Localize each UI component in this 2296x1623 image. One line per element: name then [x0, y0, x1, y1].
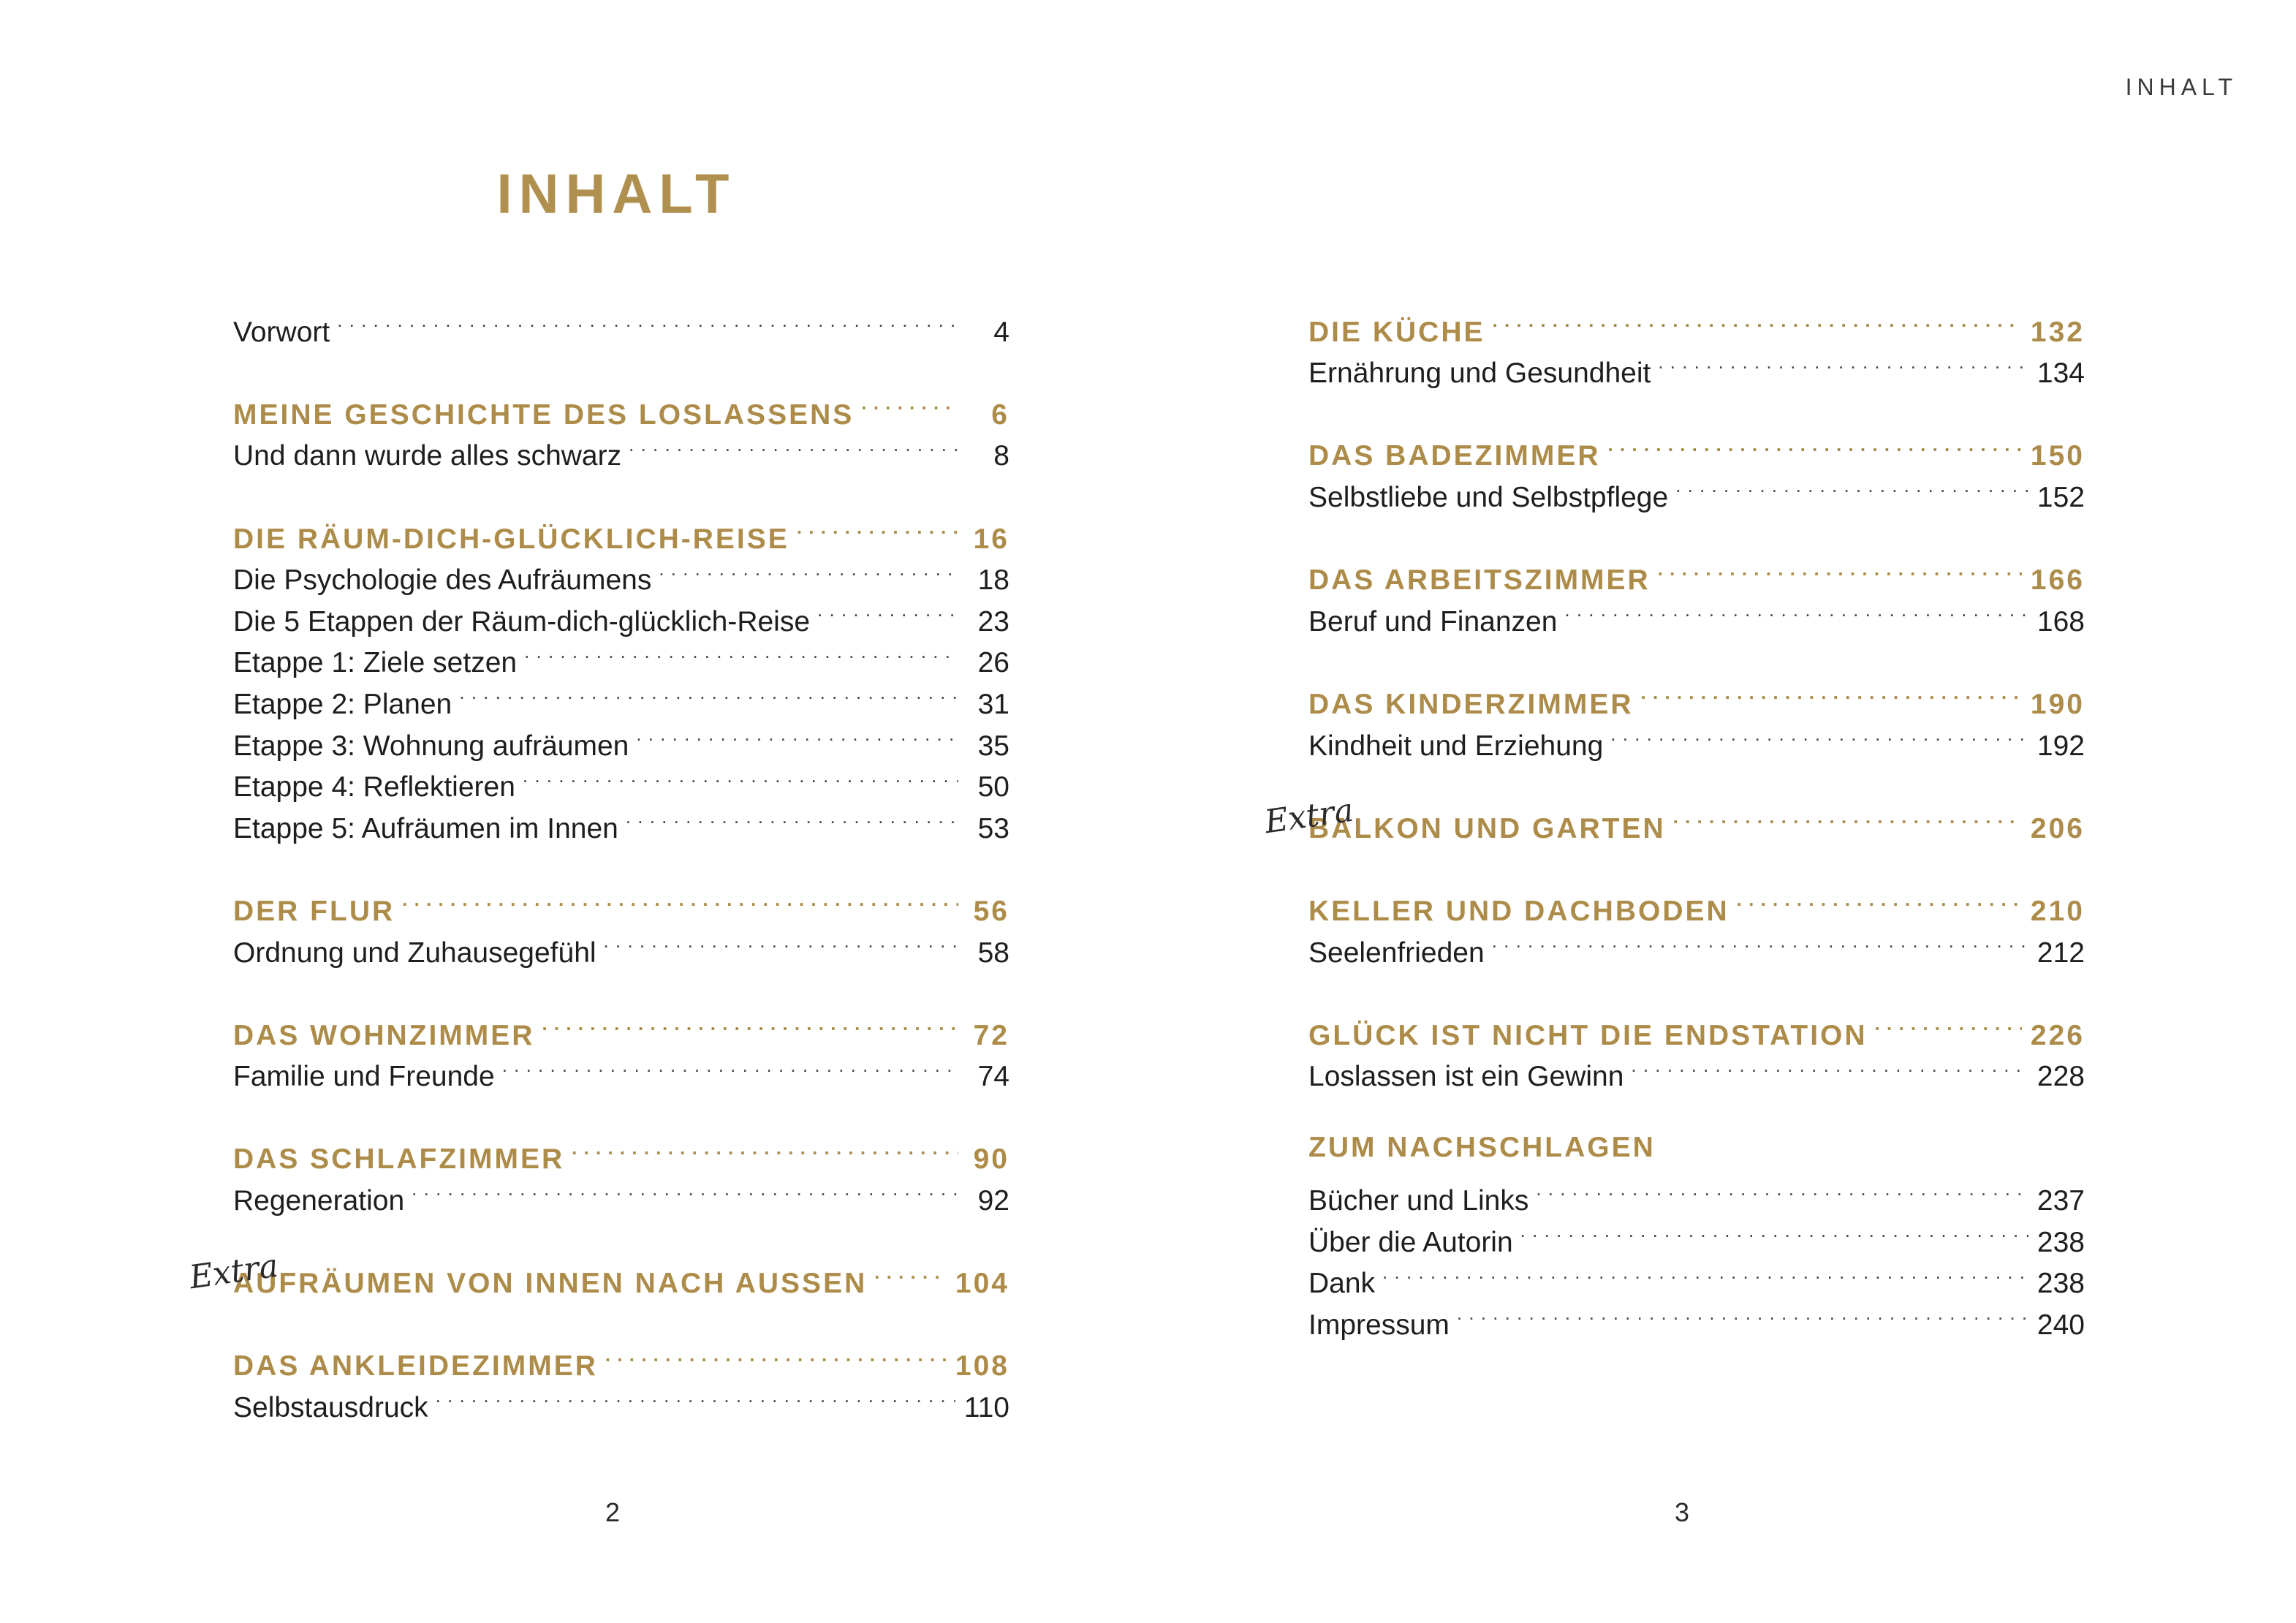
toc-entry-label: Familie und Freunde [233, 1061, 495, 1093]
dot-leader [636, 714, 958, 755]
extra-tag: Extra [186, 1246, 281, 1296]
toc-entry-label: Impressum [1308, 1309, 1450, 1341]
dot-leader [604, 920, 958, 962]
dot-leader [1658, 341, 2028, 383]
toc-entry-label: DIE RÄUM-DICH-GLÜCKLICH-REISE [233, 523, 789, 555]
toc-item-entry[interactable] [1308, 1293, 2085, 1341]
toc-entry-label: KELLER UND DACHBODEN [1308, 895, 1729, 927]
toc-entry-label: DIE KÜCHE [1308, 316, 1485, 348]
toc-entry-label: Über die Autorin [1308, 1226, 1513, 1258]
toc-entry-page: 192 [2037, 730, 2085, 762]
toc-entry-page: 206 [2030, 812, 2085, 844]
dot-leader [1564, 589, 2028, 631]
toc-entry-label: DER FLUR [233, 895, 395, 927]
dot-leader [797, 507, 958, 548]
dot-leader [1631, 1045, 2028, 1086]
toc-entry-label: Etappe 3: Wohnung aufräumen [233, 730, 629, 762]
toc-entry-page: 4 [993, 316, 1009, 348]
dot-leader [1608, 424, 2022, 466]
toc-entry-label: Seelenfrieden [1308, 937, 1485, 969]
toc-entry-label: Ernährung und Gesundheit [1308, 357, 1651, 390]
toc-item-entry[interactable] [233, 300, 1009, 348]
toc-entry-page: 31 [977, 688, 1009, 720]
folio-left: 2 [605, 1497, 621, 1527]
toc-entry-label: AUFRÄUMEN VON INNEN NACH AUSSEN [233, 1268, 868, 1300]
dot-leader [1536, 1168, 2028, 1210]
toc-entry-label: Bücher und Links [1308, 1185, 1529, 1217]
toc-entry-page: 228 [2037, 1061, 2085, 1093]
toc-entry-page: 150 [2030, 440, 2085, 472]
dot-leader [629, 424, 958, 466]
toc-entry-page: 210 [2030, 895, 2085, 927]
toc-entry-label: DAS ANKLEIDEZIMMER [233, 1350, 598, 1382]
toc-entry-page: 212 [2037, 937, 2085, 969]
toc-item-entry[interactable] [1308, 1168, 2085, 1217]
dot-leader [659, 548, 958, 590]
toc-chapter-entry[interactable] [1308, 672, 2085, 720]
toc-entry-page: 23 [977, 605, 1009, 638]
toc-entry-label: MEINE GESCHICHTE DES LOSLASSENS [233, 398, 855, 431]
toc-entry-label: Etappe 2: Planen [233, 688, 452, 720]
toc-entry-label: Selbstausdruck [233, 1392, 428, 1424]
dot-leader [402, 879, 958, 920]
toc-entry-page: 134 [2037, 357, 2085, 390]
toc-entry-label: DAS BADEZIMMER [1308, 440, 1601, 472]
toc-entry-page: 50 [977, 771, 1009, 803]
folio-right: 3 [1675, 1497, 1690, 1527]
toc-entry-label: Die Psychologie des Aufräumens [233, 564, 652, 597]
dot-leader [1520, 1210, 2028, 1252]
toc-chapter-entry[interactable] [1308, 424, 2085, 472]
dot-leader [1610, 714, 2028, 755]
dot-leader [1641, 672, 2022, 714]
toc-entry-page: 190 [2030, 688, 2085, 720]
toc-entry-label: Kindheit und Erziehung [1308, 730, 1604, 762]
dot-leader [605, 1334, 947, 1376]
toc-entry-label: Loslassen ist ein Gewinn [1308, 1061, 1624, 1093]
toc-entry-label: Etappe 1: Ziele setzen [233, 647, 518, 679]
toc-entry-page: 108 [955, 1350, 1009, 1382]
toc-entry-label: Und dann wurde alles schwarz [233, 440, 622, 472]
toc-entry-label: DAS WOHNZIMMER [233, 1019, 535, 1051]
dot-leader [1493, 300, 2022, 341]
toc-chapter-entry[interactable] [1308, 1003, 2085, 1051]
toc-entry-page: 104 [955, 1268, 1009, 1300]
dot-leader [459, 672, 958, 714]
toc-chapter-entry[interactable] [233, 879, 1009, 927]
toc-entry-label: Ordnung und Zuhausegefühl [233, 937, 596, 969]
dot-leader [1875, 1003, 2022, 1045]
dot-leader [817, 589, 958, 631]
toc-entry-page: 92 [977, 1185, 1009, 1217]
toc-entry-page: 132 [2030, 316, 2085, 348]
toc-item-entry[interactable] [1308, 1252, 2085, 1300]
dot-leader [436, 1375, 955, 1417]
dot-leader [502, 1045, 958, 1086]
toc-entry-label: Die 5 Etappen der Räum-dich-glücklich-Reise [233, 605, 811, 638]
toc-chapter-entry[interactable] [1308, 1127, 2085, 1169]
toc-chapter-entry[interactable] [186, 1246, 1009, 1300]
toc-chapter-entry[interactable] [233, 1334, 1009, 1382]
toc-chapter-entry[interactable] [1308, 548, 2085, 597]
toc-chapter-entry[interactable] [233, 1127, 1009, 1176]
toc-entry-page: 74 [977, 1061, 1009, 1093]
toc-chapter-entry[interactable] [233, 382, 1009, 431]
toc-right [1262, 300, 2085, 1341]
dot-leader [1492, 920, 2028, 962]
toc-entry-page: 18 [977, 564, 1009, 597]
running-head: INHALT [2125, 74, 2238, 100]
toc-entry-page: 58 [977, 937, 1009, 969]
toc-entry-page: 35 [977, 730, 1009, 762]
toc-chapter-entry[interactable] [1262, 791, 2085, 844]
toc-entry-label: Vorwort [233, 316, 330, 348]
toc-entry-page: 226 [2030, 1019, 2085, 1051]
toc-entry-label: DAS SCHLAFZIMMER [233, 1143, 565, 1176]
dot-leader [874, 1252, 947, 1293]
toc-entry-label: Selbstliebe und Selbstpflege [1308, 481, 1669, 513]
dot-leader [861, 382, 958, 424]
toc-entry-page: 6 [991, 398, 1009, 431]
dot-leader [1382, 1252, 2028, 1293]
dot-leader [524, 631, 958, 673]
toc-entry-label: GLÜCK IST NICHT DIE ENDSTATION [1308, 1019, 1868, 1051]
toc-entry-page: 72 [973, 1019, 1009, 1051]
dot-leader [542, 1003, 958, 1045]
toc-entry-label: DAS KINDERZIMMER [1308, 688, 1634, 720]
toc-entry-label: Regeneration [233, 1185, 405, 1217]
toc-chapter-entry[interactable] [1308, 300, 2085, 348]
toc-entry-page: 168 [2037, 605, 2085, 638]
dot-leader [1457, 1293, 2028, 1334]
toc-entry-page: 26 [977, 647, 1009, 679]
toc-chapter-entry[interactable] [1308, 879, 2085, 927]
dot-leader [412, 1168, 958, 1210]
toc-entry-page: 8 [993, 440, 1009, 472]
toc-entry-page: 238 [2037, 1226, 2085, 1258]
dot-leader [572, 1127, 958, 1169]
dot-leader [523, 755, 958, 797]
toc-entry-page: 56 [973, 895, 1009, 927]
toc-entry-label: BALKON UND GARTEN [1308, 812, 1666, 844]
toc-entry-label: Beruf und Finanzen [1308, 605, 1558, 638]
toc-entry-label: DAS ARBEITSZIMMER [1308, 564, 1651, 597]
toc-entry-label: ZUM NACHSCHLAGEN [1308, 1131, 1656, 1163]
toc-entry-label: Dank [1308, 1268, 1376, 1300]
toc-entry-label: Etappe 4: Reflektieren [233, 771, 515, 803]
dot-leader [1658, 548, 2022, 590]
dot-leader [1673, 796, 2022, 838]
toc-entry-page: 110 [963, 1392, 1009, 1424]
toc-gap [233, 341, 1009, 383]
extra-tag: Extra [1262, 791, 1356, 841]
toc-entry-page: 237 [2037, 1185, 2085, 1217]
toc-left [186, 300, 1009, 1424]
toc-chapter-entry[interactable] [233, 1003, 1009, 1051]
toc-entry-page: 152 [2037, 481, 2085, 513]
toc-entry-page: 238 [2037, 1268, 2085, 1300]
toc-entry-page: 240 [2037, 1309, 2085, 1341]
dot-leader [626, 796, 958, 838]
toc-entry-page: 53 [977, 812, 1009, 844]
toc-entry-page: 16 [973, 523, 1009, 555]
dot-leader [1675, 465, 2028, 507]
dot-leader [1737, 879, 2022, 920]
toc-chapter-entry[interactable] [233, 507, 1009, 555]
page-title: INHALT [496, 163, 736, 225]
dot-leader [337, 300, 958, 341]
toc-entry-label: Etappe 5: Aufräumen im Innen [233, 812, 618, 844]
toc-entry-page: 166 [2030, 564, 2085, 597]
toc-entry-page: 90 [973, 1143, 1009, 1176]
